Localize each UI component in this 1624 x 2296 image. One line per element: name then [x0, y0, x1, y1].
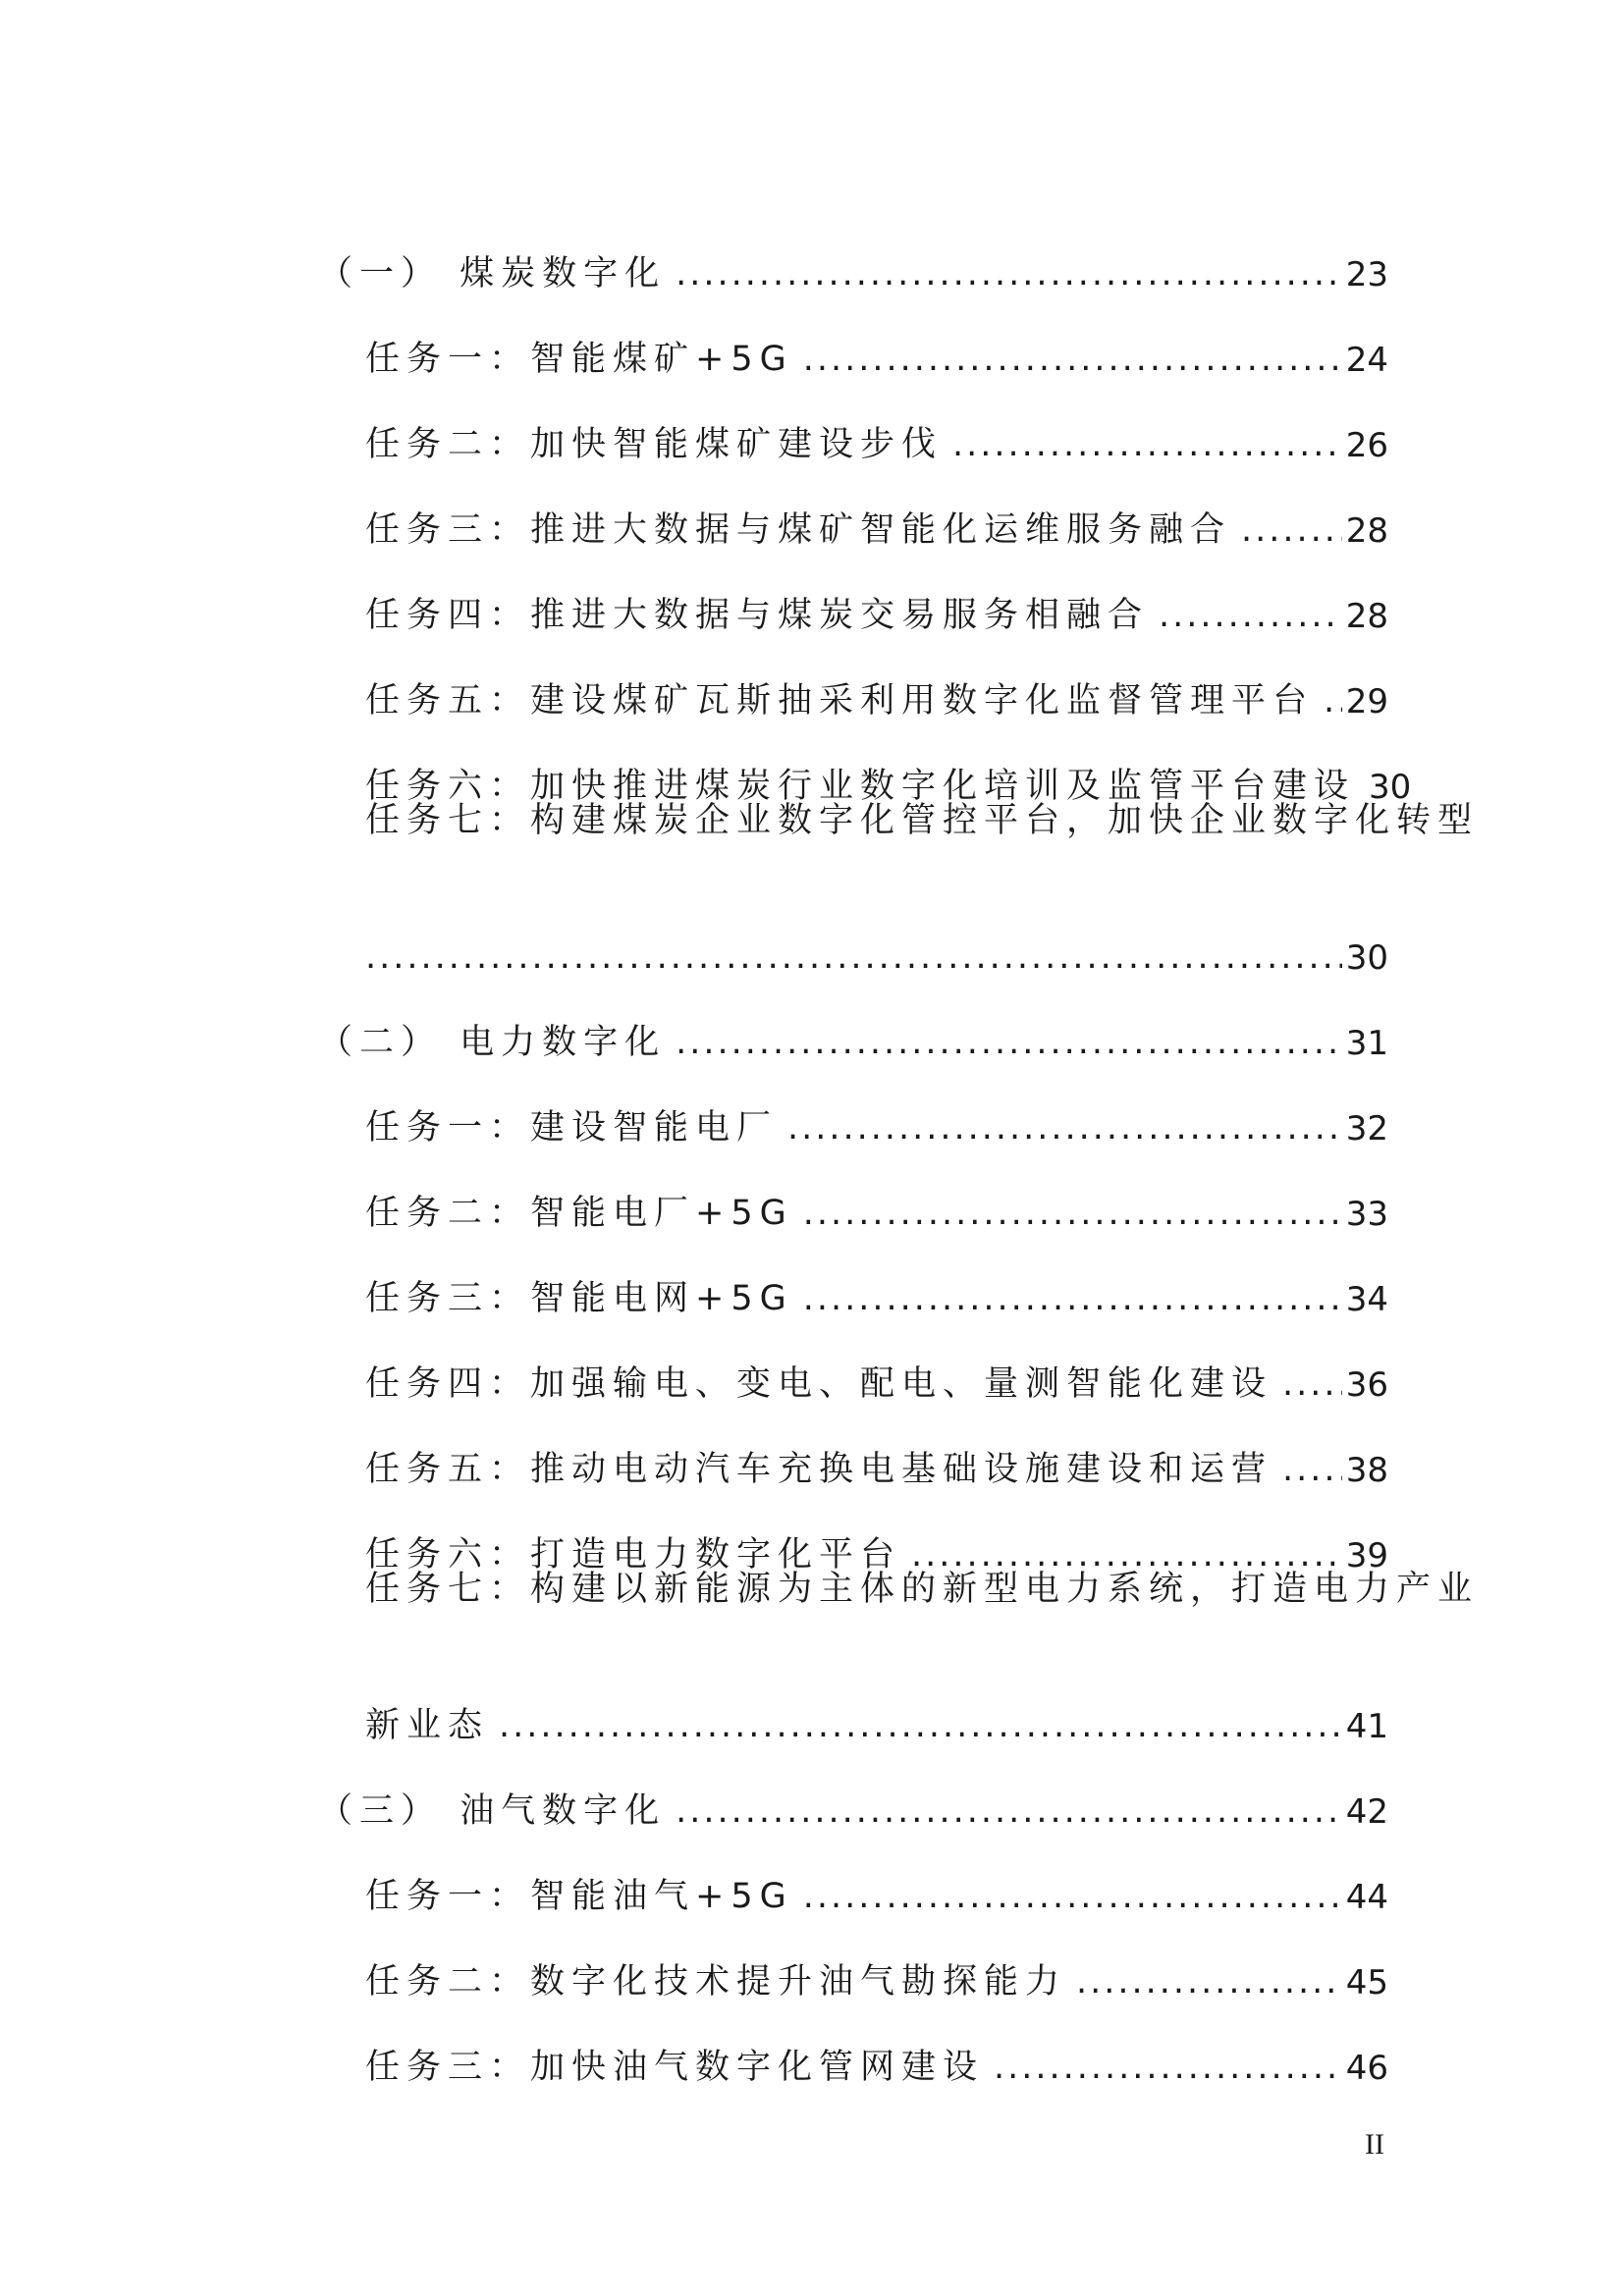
toc-section-power[interactable] — [318, 975, 1388, 1063]
dot-leader — [952, 428, 1342, 462]
dot-leader — [499, 1709, 1342, 1743]
toc-entry-label: 任务三：推进大数据与煤矿智能化运维服务融合 — [365, 510, 1232, 550]
toc-entry-label: 任务三：智能电网+5G — [365, 1279, 793, 1318]
toc-entry-power-task-3[interactable] — [318, 1231, 1388, 1319]
dot-leader — [1076, 1965, 1342, 2000]
toc-entry-label: 任务四：推进大数据与煤炭交易服务相融合 — [365, 596, 1150, 635]
toc-entry-label: （二） 电力数字化 — [318, 1023, 667, 1062]
toc-section-coal[interactable] — [318, 206, 1388, 292]
dot-leader — [1282, 1453, 1342, 1487]
toc-entry-label: （三） 油气数字化 — [318, 1791, 667, 1831]
toc-entry-coal-task-2[interactable] — [318, 377, 1388, 465]
toc-entry-page: 44 — [1345, 1878, 1388, 1917]
toc-entry-coal-task-3[interactable] — [318, 462, 1388, 551]
toc-entry-label: （一） 煤炭数字化 — [318, 254, 667, 294]
toc-entry-page: 30 — [1369, 768, 1412, 807]
toc-entry-page: 24 — [1345, 341, 1388, 380]
toc-entry-label: 任务一：智能煤矿+5G — [365, 340, 793, 379]
dot-leader — [676, 1794, 1342, 1829]
toc-entry-oil-gas-task-2[interactable] — [318, 1914, 1388, 2000]
toc-entry-label: 任务三：加快油气数字化管网建设 — [365, 2048, 985, 2087]
toc-entry-label-line-1: 任务七：构建煤炭企业数字化管控平台，加快企业数字化转型 — [365, 801, 1480, 840]
toc-entry-label: 任务一：智能油气+5G — [365, 1877, 793, 1916]
toc-entry-label: 任务四：加强输电、变电、配电、量测智能化建设 — [365, 1364, 1273, 1404]
toc-entry-page: 32 — [1345, 1109, 1388, 1148]
toc-entry-label: 任务六：打造电力数字化平台 — [365, 1535, 902, 1575]
toc-entry-oil-gas-task-3[interactable] — [318, 2000, 1388, 2088]
dot-leader — [911, 1538, 1342, 1573]
toc-entry-page: 34 — [1345, 1280, 1388, 1319]
toc-entry-power-task-7-continuation[interactable] — [318, 1658, 1388, 1746]
dot-leader — [787, 1111, 1342, 1146]
dot-leader — [676, 1026, 1342, 1060]
dot-leader — [676, 257, 1342, 292]
toc-entry-page: 26 — [1345, 426, 1388, 465]
toc-entry-page: 46 — [1345, 2049, 1388, 2088]
toc-entry-label: 任务二：加快智能煤矿建设步伐 — [365, 425, 944, 464]
toc-entry-power-task-6[interactable] — [318, 1487, 1388, 1573]
toc-section-oil-gas[interactable] — [318, 1743, 1388, 1832]
toc-entry-page: 31 — [1345, 1024, 1388, 1063]
toc-entry-page: 36 — [1345, 1365, 1388, 1405]
toc-entry-page: 42 — [1345, 1792, 1388, 1832]
dot-leader — [1324, 684, 1342, 719]
toc-entry-page: 29 — [1345, 682, 1388, 721]
toc-entry-label: 任务五：建设煤矿瓦斯抽采利用数字化监督管理平台 — [365, 681, 1315, 721]
dot-leader — [365, 940, 1342, 975]
dot-leader — [1241, 513, 1342, 548]
toc-entry-page: 41 — [1345, 1707, 1388, 1746]
dot-leader — [803, 1197, 1342, 1231]
toc-entry-label: 任务二：智能电厂+5G — [365, 1194, 793, 1233]
toc-entry-page: 38 — [1345, 1451, 1388, 1490]
page-number: II — [1365, 2128, 1384, 2161]
toc-entry-label-line-1: 任务七：构建以新能源为主体的新型电力系统，打造电力产业 — [365, 1570, 1480, 1609]
toc-entry-page: 28 — [1345, 597, 1388, 636]
table-of-contents — [318, 206, 1480, 2088]
toc-entry-power-task-7[interactable] — [318, 1570, 1480, 1658]
dot-leader — [803, 343, 1342, 377]
toc-entry-label: 任务二：数字化技术提升油气勘探能力 — [365, 1962, 1067, 2002]
toc-entry-page: 23 — [1345, 255, 1388, 294]
toc-entry-coal-task-5[interactable] — [318, 633, 1388, 719]
toc-entry-coal-task-1[interactable] — [318, 292, 1388, 380]
dot-leader — [1159, 599, 1342, 633]
toc-entry-page: 33 — [1345, 1195, 1388, 1234]
dot-leader — [1282, 1367, 1342, 1402]
toc-entry-power-task-1[interactable] — [318, 1060, 1388, 1146]
toc-entry-coal-task-4[interactable] — [318, 548, 1388, 636]
toc-entry-power-task-4[interactable] — [318, 1316, 1388, 1405]
toc-entry-coal-task-7-continuation[interactable] — [318, 889, 1388, 978]
toc-entry-oil-gas-task-1[interactable] — [318, 1829, 1388, 1917]
toc-entry-coal-task-7[interactable] — [318, 801, 1480, 889]
toc-entry-coal-task-6[interactable] — [318, 719, 1412, 807]
dot-leader — [803, 1880, 1342, 1914]
toc-entry-power-task-2[interactable] — [318, 1146, 1388, 1234]
toc-entry-label: 任务五：推动电动汽车充换电基础设施建设和运营 — [365, 1450, 1273, 1489]
dot-leader — [803, 1282, 1342, 1316]
toc-entry-page: 45 — [1345, 1963, 1388, 2002]
toc-entry-power-task-5[interactable] — [318, 1402, 1388, 1490]
toc-entry-label: 任务六：加快推进煤炭行业数字化培训及监管平台建设 — [365, 767, 1356, 806]
toc-entry-label-line-2: 新业态 — [365, 1706, 490, 1745]
dot-leader — [994, 2051, 1342, 2085]
toc-entry-page: 30 — [1345, 938, 1388, 978]
toc-entry-page: 39 — [1345, 1536, 1388, 1575]
toc-entry-page: 28 — [1345, 511, 1388, 551]
toc-entry-label: 任务一：建设智能电厂 — [365, 1108, 779, 1148]
